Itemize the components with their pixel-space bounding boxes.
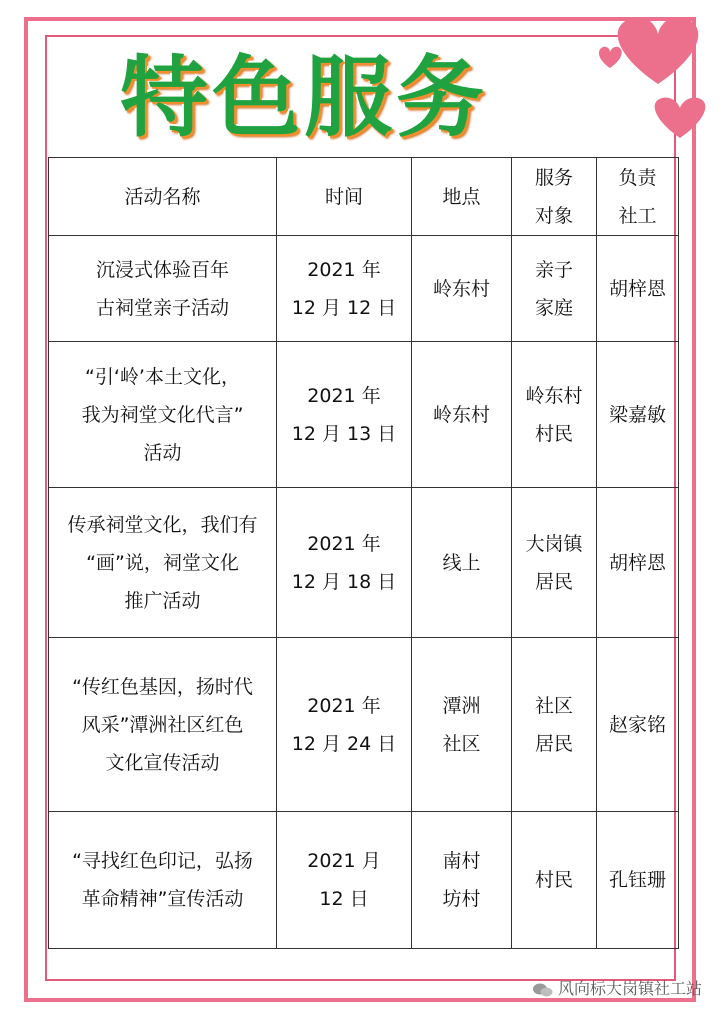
cell-activity: “引‘岭’本土文化， 我为祠堂文化代言” 活动: [49, 342, 277, 488]
header-location: 地点: [412, 158, 512, 236]
heart-large-icon: [618, 17, 699, 84]
cell-activity: 传承祠堂文化，我们有 “画”说，祠堂文化 推广活动: [49, 488, 277, 638]
cell-time: 2021 年 12 月 24 日: [277, 638, 412, 812]
wechat-icon: [532, 982, 554, 998]
cell-worker: 胡梓恩: [597, 488, 679, 638]
page-title: 特色服务: [120, 46, 489, 149]
cell-location: 南村 坊村: [412, 812, 512, 949]
cell-worker: 梁嘉敏: [597, 342, 679, 488]
cell-worker: 胡梓恩: [597, 236, 679, 342]
cell-activity: “寻找红色印记，弘扬 革命精神”宣传活动: [49, 812, 277, 949]
heart-small-icon: [599, 47, 622, 68]
header-time: 时间: [277, 158, 412, 236]
cell-location: 线上: [412, 488, 512, 638]
header-target: 服务 对象: [512, 158, 597, 236]
heart-medium-icon: [655, 98, 706, 138]
watermark: [472, 974, 702, 1004]
table-header-row: [49, 158, 679, 236]
watermark-text: 风向标大岗镇社工站: [557, 979, 702, 998]
cell-target: 大岗镇 居民: [512, 488, 597, 638]
cell-time: 2021 年 12 月 12 日: [277, 236, 412, 342]
cell-worker: 孔钰珊: [597, 812, 679, 949]
cell-activity: 沉浸式体验百年 古祠堂亲子活动: [49, 236, 277, 342]
header-activity-name: 活动名称: [49, 158, 277, 236]
cell-time: 2021 年 12 月 18 日: [277, 488, 412, 638]
cell-time: 2021 月 12 日: [277, 812, 412, 949]
hearts-decoration: [596, 6, 720, 154]
table-row: [49, 638, 679, 812]
cell-location: 岭东村: [412, 342, 512, 488]
cell-time: 2021 年 12 月 13 日: [277, 342, 412, 488]
cell-worker: 赵家铭: [597, 638, 679, 812]
cell-target: 岭东村 村民: [512, 342, 597, 488]
cell-activity: “传红色基因，扬时代 风采”潭洲社区红色 文化宣传活动: [49, 638, 277, 812]
header-social-worker: 负责 社工: [597, 158, 679, 236]
cell-location: 潭洲 社区: [412, 638, 512, 812]
table-row: [49, 812, 679, 949]
service-table: [48, 157, 679, 949]
cell-target: 社区 居民: [512, 638, 597, 812]
table-row: [49, 236, 679, 342]
table-row: [49, 342, 679, 488]
table-row: [49, 488, 679, 638]
cell-target: 亲子 家庭: [512, 236, 597, 342]
cell-target: 村民: [512, 812, 597, 949]
cell-location: 岭东村: [412, 236, 512, 342]
